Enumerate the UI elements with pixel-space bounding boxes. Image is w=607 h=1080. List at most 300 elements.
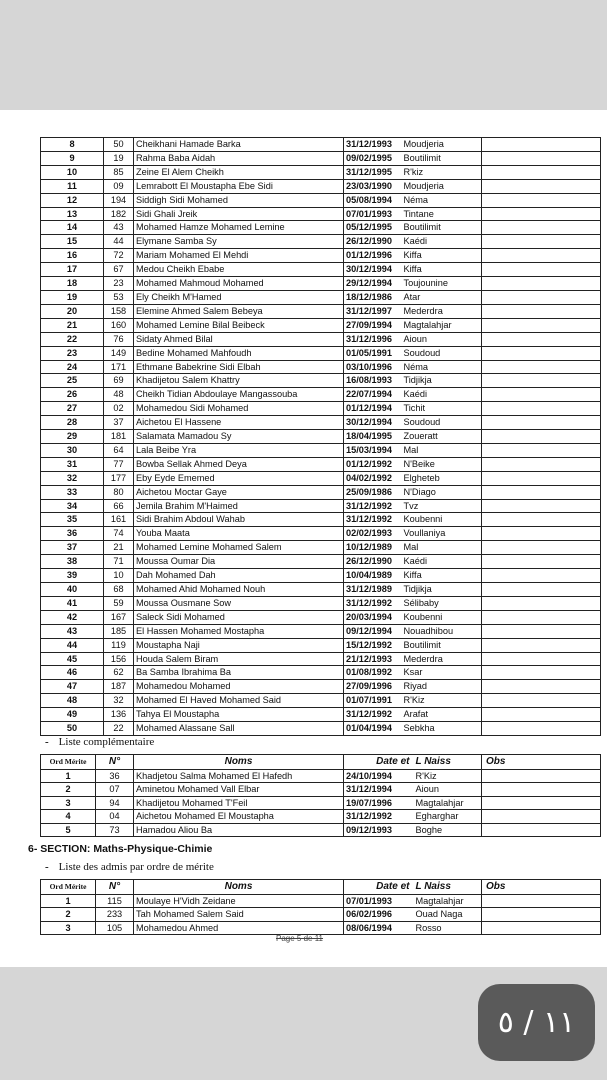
birth-place-cell: Tidjikja bbox=[402, 583, 482, 597]
rank-cell: 20 bbox=[41, 304, 104, 318]
rank-cell: 19 bbox=[41, 290, 104, 304]
table-row bbox=[41, 165, 601, 179]
rank-cell: 14 bbox=[41, 221, 104, 235]
table-row bbox=[41, 810, 601, 823]
birth-place-cell: Riyad bbox=[402, 680, 482, 694]
rank-cell: 32 bbox=[41, 471, 104, 485]
birth-date-cell: 01/04/1994 bbox=[344, 722, 402, 736]
number-cell: 04 bbox=[96, 810, 134, 823]
table-row bbox=[41, 694, 601, 708]
birth-place-cell: Magtalahjar bbox=[402, 318, 482, 332]
number-cell: 74 bbox=[104, 527, 134, 541]
birth-place-cell: Boghe bbox=[414, 823, 482, 836]
birth-date-cell: 09/02/1995 bbox=[344, 151, 402, 165]
name-cell: Elemine Ahmed Salem Bebeya bbox=[134, 304, 344, 318]
obs-cell bbox=[482, 151, 601, 165]
obs-cell bbox=[482, 443, 601, 457]
birth-place-cell: Magtalahjar bbox=[414, 895, 482, 908]
birth-place-cell: Nouadhibou bbox=[402, 624, 482, 638]
rank-cell: 3 bbox=[41, 921, 96, 934]
header-date: Date et bbox=[344, 880, 414, 895]
header-date: Date et bbox=[344, 755, 414, 770]
birth-place-cell: Mederdra bbox=[402, 304, 482, 318]
name-cell: Mohamed Hamze Mohamed Lemine bbox=[134, 221, 344, 235]
name-cell: Houda Salem Biram bbox=[134, 652, 344, 666]
birth-date-cell: 05/12/1995 bbox=[344, 221, 402, 235]
number-cell: 07 bbox=[96, 783, 134, 796]
header-obs: Obs bbox=[482, 755, 601, 770]
birth-place-cell: N'Beike bbox=[402, 457, 482, 471]
birth-place-cell: Kiffa bbox=[402, 249, 482, 263]
rank-cell: 5 bbox=[41, 823, 96, 836]
birth-place-cell: Toujounine bbox=[402, 277, 482, 291]
birth-place-cell: Elgheteb bbox=[402, 471, 482, 485]
name-cell: Hamadou Aliou Ba bbox=[134, 823, 344, 836]
obs-cell bbox=[482, 527, 601, 541]
number-cell: 158 bbox=[104, 304, 134, 318]
number-cell: 181 bbox=[104, 430, 134, 444]
header-numero: N° bbox=[96, 880, 134, 895]
table-row bbox=[41, 783, 601, 796]
table-row bbox=[41, 596, 601, 610]
name-cell: Sidi Brahim Abdoul Wahab bbox=[134, 513, 344, 527]
number-cell: 23 bbox=[104, 277, 134, 291]
obs-cell bbox=[482, 318, 601, 332]
birth-place-cell: Soudoud bbox=[402, 346, 482, 360]
number-cell: 187 bbox=[104, 680, 134, 694]
obs-cell bbox=[482, 513, 601, 527]
rank-cell: 4 bbox=[41, 810, 96, 823]
number-cell: 77 bbox=[104, 457, 134, 471]
birth-date-cell: 01/12/1996 bbox=[344, 249, 402, 263]
obs-cell bbox=[482, 263, 601, 277]
birth-place-cell: Arafat bbox=[402, 708, 482, 722]
table-row bbox=[41, 179, 601, 193]
rank-cell: 27 bbox=[41, 402, 104, 416]
birth-place-cell: Mederdra bbox=[402, 652, 482, 666]
birth-place-cell: Ksar bbox=[402, 666, 482, 680]
birth-date-cell: 16/08/1993 bbox=[344, 374, 402, 388]
birth-date-cell: 31/12/1993 bbox=[344, 138, 402, 152]
birth-date-cell: 18/12/1986 bbox=[344, 290, 402, 304]
birth-date-cell: 26/12/1990 bbox=[344, 555, 402, 569]
birth-place-cell: Tintane bbox=[402, 207, 482, 221]
number-cell: 156 bbox=[104, 652, 134, 666]
table-row bbox=[41, 151, 601, 165]
complementary-list-table bbox=[40, 754, 601, 837]
header-ord-merite: Ord Mérite bbox=[41, 755, 96, 770]
table-row bbox=[41, 388, 601, 402]
birth-date-cell: 02/02/1993 bbox=[344, 527, 402, 541]
table-row bbox=[41, 221, 601, 235]
birth-place-cell: N'Diago bbox=[402, 485, 482, 499]
obs-cell bbox=[482, 207, 601, 221]
birth-place-cell: Néma bbox=[402, 193, 482, 207]
birth-date-cell: 31/12/1992 bbox=[344, 708, 402, 722]
birth-date-cell: 10/12/1989 bbox=[344, 541, 402, 555]
birth-place-cell: Sélibaby bbox=[402, 596, 482, 610]
birth-date-cell: 27/09/1996 bbox=[344, 680, 402, 694]
name-cell: Sidi Ghali Jreik bbox=[134, 207, 344, 221]
table-row bbox=[41, 708, 601, 722]
birth-place-cell: Moudjeria bbox=[402, 179, 482, 193]
obs-cell bbox=[482, 770, 601, 783]
number-cell: 59 bbox=[104, 596, 134, 610]
birth-date-cell: 18/04/1995 bbox=[344, 430, 402, 444]
number-cell: 72 bbox=[104, 249, 134, 263]
birth-place-cell: Aioun bbox=[402, 332, 482, 346]
rank-cell: 45 bbox=[41, 652, 104, 666]
table-row bbox=[41, 471, 601, 485]
header-obs: Obs bbox=[482, 880, 601, 895]
number-cell: 68 bbox=[104, 583, 134, 597]
obs-cell bbox=[482, 374, 601, 388]
name-cell: Salamata Mamadou Sy bbox=[134, 430, 344, 444]
birth-date-cell: 05/08/1994 bbox=[344, 193, 402, 207]
rank-cell: 2 bbox=[41, 783, 96, 796]
table-row bbox=[41, 360, 601, 374]
number-cell: 73 bbox=[96, 823, 134, 836]
rank-cell: 1 bbox=[41, 895, 96, 908]
table-row bbox=[41, 402, 601, 416]
header-noms: Noms bbox=[134, 755, 344, 770]
obs-cell bbox=[482, 249, 601, 263]
table-row bbox=[41, 770, 601, 783]
obs-cell bbox=[482, 555, 601, 569]
header-ord-merite: Ord Mérite bbox=[41, 880, 96, 895]
number-cell: 66 bbox=[104, 499, 134, 513]
table-row bbox=[41, 443, 601, 457]
number-cell: 80 bbox=[104, 485, 134, 499]
number-cell: 64 bbox=[104, 443, 134, 457]
obs-cell bbox=[482, 652, 601, 666]
table-row bbox=[41, 823, 601, 836]
number-cell: 21 bbox=[104, 541, 134, 555]
birth-date-cell: 09/12/1994 bbox=[344, 624, 402, 638]
rank-cell: 33 bbox=[41, 485, 104, 499]
birth-date-cell: 22/07/1994 bbox=[344, 388, 402, 402]
birth-date-cell: 31/12/1995 bbox=[344, 165, 402, 179]
birth-place-cell: Koubenni bbox=[402, 513, 482, 527]
number-cell: 185 bbox=[104, 624, 134, 638]
name-cell: Saleck Sidi Mohamed bbox=[134, 610, 344, 624]
rank-cell: 3 bbox=[41, 796, 96, 809]
birth-date-cell: 20/03/1994 bbox=[344, 610, 402, 624]
obs-cell bbox=[482, 624, 601, 638]
table-row bbox=[41, 457, 601, 471]
birth-place-cell: Kaédi bbox=[402, 235, 482, 249]
table-row bbox=[41, 722, 601, 736]
number-cell: 48 bbox=[104, 388, 134, 402]
number-cell: 233 bbox=[96, 908, 134, 921]
birth-date-cell: 25/09/1986 bbox=[344, 485, 402, 499]
obs-cell bbox=[482, 680, 601, 694]
table-row bbox=[41, 138, 601, 152]
rank-cell: 40 bbox=[41, 583, 104, 597]
table-row bbox=[41, 555, 601, 569]
obs-cell bbox=[482, 221, 601, 235]
rank-cell: 24 bbox=[41, 360, 104, 374]
name-cell: Khadijetou Salem Khattry bbox=[134, 374, 344, 388]
number-cell: 50 bbox=[104, 138, 134, 152]
name-cell: Mohamed Lemine Mohamed Salem bbox=[134, 541, 344, 555]
header-noms: Noms bbox=[134, 880, 344, 895]
table-row bbox=[41, 638, 601, 652]
rank-cell: 15 bbox=[41, 235, 104, 249]
obs-cell bbox=[482, 388, 601, 402]
obs-cell bbox=[482, 796, 601, 809]
name-cell: Zeine El Alem Cheikh bbox=[134, 165, 344, 179]
name-cell: Aichetou El Hassene bbox=[134, 416, 344, 430]
table-row bbox=[41, 541, 601, 555]
birth-place-cell: Aioun bbox=[414, 783, 482, 796]
obs-cell bbox=[482, 165, 601, 179]
obs-cell bbox=[482, 332, 601, 346]
obs-cell bbox=[482, 708, 601, 722]
number-cell: 194 bbox=[104, 193, 134, 207]
birth-place-cell: Egharghar bbox=[414, 810, 482, 823]
section-6-title: 6- SECTION: Maths-Physique-Chimie bbox=[28, 843, 213, 855]
name-cell: Eby Eyde Ememed bbox=[134, 471, 344, 485]
birth-place-cell: Tvz bbox=[402, 499, 482, 513]
name-cell: Aminetou Mohamed Vall Elbar bbox=[134, 783, 344, 796]
number-cell: 136 bbox=[104, 708, 134, 722]
name-cell: Siddigh Sidi Mohamed bbox=[134, 193, 344, 207]
table-row bbox=[41, 485, 601, 499]
rank-cell: 25 bbox=[41, 374, 104, 388]
name-cell: Cheikhani Hamade Barka bbox=[134, 138, 344, 152]
birth-date-cell: 07/01/1993 bbox=[344, 207, 402, 221]
name-cell: Mariam Mohamed El Mehdi bbox=[134, 249, 344, 263]
table-row bbox=[41, 652, 601, 666]
birth-date-cell: 27/09/1994 bbox=[344, 318, 402, 332]
rank-cell: 36 bbox=[41, 527, 104, 541]
rank-cell: 35 bbox=[41, 513, 104, 527]
birth-place-cell: Mal bbox=[402, 541, 482, 555]
birth-place-cell: Moudjeria bbox=[402, 138, 482, 152]
name-cell: Cheikh Tidian Abdoulaye Mangassouba bbox=[134, 388, 344, 402]
rank-cell: 31 bbox=[41, 457, 104, 471]
rank-cell: 44 bbox=[41, 638, 104, 652]
rank-cell: 50 bbox=[41, 722, 104, 736]
table-row bbox=[41, 895, 601, 908]
birth-place-cell: Mal bbox=[402, 443, 482, 457]
table-row bbox=[41, 666, 601, 680]
name-cell: Tahya El Moustapha bbox=[134, 708, 344, 722]
rank-cell: 18 bbox=[41, 277, 104, 291]
number-cell: 37 bbox=[104, 416, 134, 430]
birth-date-cell: 24/10/1994 bbox=[344, 770, 414, 783]
number-cell: 53 bbox=[104, 290, 134, 304]
birth-place-cell: Soudoud bbox=[402, 416, 482, 430]
obs-cell bbox=[482, 290, 601, 304]
header-numero: N° bbox=[96, 755, 134, 770]
rank-cell: 23 bbox=[41, 346, 104, 360]
birth-place-cell: Koubenni bbox=[402, 610, 482, 624]
number-cell: 177 bbox=[104, 471, 134, 485]
number-cell: 32 bbox=[104, 694, 134, 708]
birth-date-cell: 15/12/1992 bbox=[344, 638, 402, 652]
name-cell: Lemrabott El Moustapha Ebe Sidi bbox=[134, 179, 344, 193]
birth-place-cell: Boutilimit bbox=[402, 638, 482, 652]
rank-cell: 26 bbox=[41, 388, 104, 402]
birth-place-cell: Voullaniya bbox=[402, 527, 482, 541]
number-cell: 67 bbox=[104, 263, 134, 277]
rank-cell: 22 bbox=[41, 332, 104, 346]
birth-date-cell: 04/02/1992 bbox=[344, 471, 402, 485]
rank-cell: 9 bbox=[41, 151, 104, 165]
table-row bbox=[41, 680, 601, 694]
rank-cell: 34 bbox=[41, 499, 104, 513]
birth-date-cell: 03/10/1996 bbox=[344, 360, 402, 374]
rank-cell: 30 bbox=[41, 443, 104, 457]
rank-cell: 38 bbox=[41, 555, 104, 569]
table-row bbox=[41, 193, 601, 207]
rank-cell: 48 bbox=[41, 694, 104, 708]
number-cell: 94 bbox=[96, 796, 134, 809]
birth-place-cell: R'Kiz bbox=[402, 694, 482, 708]
birth-place-cell: Tidjikja bbox=[402, 374, 482, 388]
number-cell: 69 bbox=[104, 374, 134, 388]
birth-date-cell: 21/12/1993 bbox=[344, 652, 402, 666]
table-row bbox=[41, 513, 601, 527]
number-cell: 22 bbox=[104, 722, 134, 736]
number-cell: 71 bbox=[104, 555, 134, 569]
birth-date-cell: 31/12/1997 bbox=[344, 304, 402, 318]
birth-place-cell: R'kiz bbox=[402, 165, 482, 179]
name-cell: Bowba Sellak Ahmed Deya bbox=[134, 457, 344, 471]
table-header-row bbox=[41, 880, 601, 895]
number-cell: 36 bbox=[96, 770, 134, 783]
name-cell: Tah Mohamed Salem Said bbox=[134, 908, 344, 921]
birth-place-cell: Rosso bbox=[414, 921, 482, 934]
rank-cell: 21 bbox=[41, 318, 104, 332]
table-row bbox=[41, 610, 601, 624]
obs-cell bbox=[482, 895, 601, 908]
number-cell: 44 bbox=[104, 235, 134, 249]
number-cell: 161 bbox=[104, 513, 134, 527]
name-cell: Mohamed El Haved Mohamed Said bbox=[134, 694, 344, 708]
birth-place-cell: Atar bbox=[402, 290, 482, 304]
table-header-row bbox=[41, 755, 601, 770]
name-cell: Aichetou Moctar Gaye bbox=[134, 485, 344, 499]
obs-cell bbox=[482, 921, 601, 934]
rank-cell: 39 bbox=[41, 569, 104, 583]
birth-place-cell: Néma bbox=[402, 360, 482, 374]
birth-place-cell: Kaédi bbox=[402, 388, 482, 402]
name-cell: Ely Cheikh M'Hamed bbox=[134, 290, 344, 304]
rank-cell: 13 bbox=[41, 207, 104, 221]
rank-cell: 8 bbox=[41, 138, 104, 152]
name-cell: Moustapha Naji bbox=[134, 638, 344, 652]
table-row bbox=[41, 304, 601, 318]
name-cell: Rahma Baba Aidah bbox=[134, 151, 344, 165]
obs-cell bbox=[482, 638, 601, 652]
table-row bbox=[41, 921, 601, 934]
rank-cell: 43 bbox=[41, 624, 104, 638]
obs-cell bbox=[482, 499, 601, 513]
obs-cell bbox=[482, 457, 601, 471]
document-page bbox=[0, 110, 607, 967]
birth-date-cell: 19/07/1996 bbox=[344, 796, 414, 809]
birth-date-cell: 31/12/1996 bbox=[344, 332, 402, 346]
number-cell: 105 bbox=[96, 921, 134, 934]
obs-cell bbox=[482, 569, 601, 583]
birth-date-cell: 01/07/1991 bbox=[344, 694, 402, 708]
rank-cell: 29 bbox=[41, 430, 104, 444]
birth-place-cell: Boutilimit bbox=[402, 221, 482, 235]
table-row bbox=[41, 318, 601, 332]
obs-cell bbox=[482, 304, 601, 318]
birth-date-cell: 26/12/1990 bbox=[344, 235, 402, 249]
name-cell: Aichetou Mohamed El Moustapha bbox=[134, 810, 344, 823]
table-row bbox=[41, 207, 601, 221]
obs-cell bbox=[482, 541, 601, 555]
birth-date-cell: 31/12/1989 bbox=[344, 583, 402, 597]
obs-cell bbox=[482, 596, 601, 610]
birth-date-cell: 09/12/1993 bbox=[344, 823, 414, 836]
obs-cell bbox=[482, 402, 601, 416]
name-cell: Mohamedou Ahmed bbox=[134, 921, 344, 934]
name-cell: Bedine Mohamed Mahfoudh bbox=[134, 346, 344, 360]
birth-date-cell: 31/12/1992 bbox=[344, 499, 402, 513]
number-cell: 160 bbox=[104, 318, 134, 332]
rank-cell: 49 bbox=[41, 708, 104, 722]
table-row bbox=[41, 569, 601, 583]
birth-place-cell: Magtalahjar bbox=[414, 796, 482, 809]
table-row bbox=[41, 277, 601, 291]
obs-cell bbox=[482, 193, 601, 207]
number-cell: 43 bbox=[104, 221, 134, 235]
birth-place-cell: Kiffa bbox=[402, 263, 482, 277]
birth-place-cell: Tichit bbox=[402, 402, 482, 416]
birth-date-cell: 31/12/1994 bbox=[344, 783, 414, 796]
name-cell: Mohamedou Mohamed bbox=[134, 680, 344, 694]
name-cell: Youba Maata bbox=[134, 527, 344, 541]
birth-date-cell: 23/03/1990 bbox=[344, 179, 402, 193]
birth-date-cell: 30/12/1994 bbox=[344, 416, 402, 430]
rank-cell: 28 bbox=[41, 416, 104, 430]
page-counter-badge: ١١ / ٥ bbox=[478, 984, 595, 1061]
obs-cell bbox=[482, 138, 601, 152]
birth-date-cell: 29/12/1994 bbox=[344, 277, 402, 291]
number-cell: 171 bbox=[104, 360, 134, 374]
obs-cell bbox=[482, 908, 601, 921]
table-row bbox=[41, 430, 601, 444]
obs-cell bbox=[482, 583, 601, 597]
table-row bbox=[41, 583, 601, 597]
name-cell: Khadijetou Mohamed T'Feil bbox=[134, 796, 344, 809]
obs-cell bbox=[482, 722, 601, 736]
birth-date-cell: 06/02/1996 bbox=[344, 908, 414, 921]
obs-cell bbox=[482, 485, 601, 499]
name-cell: Jemila Brahim M'Haimed bbox=[134, 499, 344, 513]
number-cell: 167 bbox=[104, 610, 134, 624]
obs-cell bbox=[482, 277, 601, 291]
birth-date-cell: 31/12/1992 bbox=[344, 810, 414, 823]
birth-place-cell: Zoueratt bbox=[402, 430, 482, 444]
header-lieu: L Naiss bbox=[414, 880, 482, 895]
table-row bbox=[41, 332, 601, 346]
obs-cell bbox=[482, 823, 601, 836]
table-row bbox=[41, 527, 601, 541]
birth-date-cell: 31/12/1992 bbox=[344, 596, 402, 610]
table-row bbox=[41, 290, 601, 304]
rank-cell: 16 bbox=[41, 249, 104, 263]
number-cell: 19 bbox=[104, 151, 134, 165]
admitted-list-table bbox=[40, 137, 601, 736]
table-row bbox=[41, 624, 601, 638]
